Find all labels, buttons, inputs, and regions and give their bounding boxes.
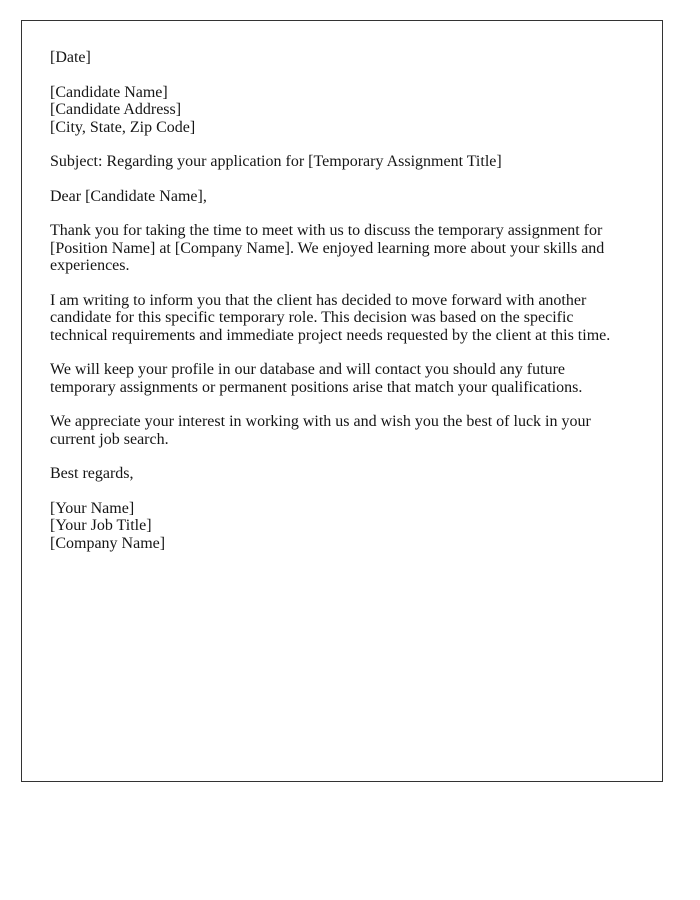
letter-content xyxy=(50,49,612,552)
closing-line: Best regards, xyxy=(50,465,134,482)
recipient-city-state-zip: [City, State, Zip Code] xyxy=(50,118,196,136)
signature-company: [Company Name] xyxy=(50,534,166,552)
body-paragraph-3: We will keep your profile in our database and will contact you should any future temporary assignments or permanent positions arise that match your qualifications. xyxy=(50,361,583,396)
recipient-address-block xyxy=(50,84,612,137)
recipient-address: [Candidate Address] xyxy=(50,101,182,118)
body-paragraph-4: We appreciate your interest in working with us and wish you the best of luck in your current job search. xyxy=(50,413,591,448)
salutation: Dear [Candidate Name], xyxy=(50,187,207,205)
signature-block xyxy=(50,500,612,553)
letter-page xyxy=(21,20,663,782)
date-placeholder: [Date] xyxy=(50,49,91,66)
body-paragraph-2: I am writing to inform you that the client has decided to move forward with another candidate for this specific temporary role. This decision was based on the specific technical requirements and immediate project needs requested by the client at this time. xyxy=(50,291,611,344)
subject-line: Subject: Regarding your application for [Temporary Assignment Title] xyxy=(50,153,502,170)
body-paragraph-1: Thank you for taking the time to meet with us to discuss the temporary assignment for [Position Name] at [Company Name]. We enjoyed learning more about your skills and experiences. xyxy=(50,222,605,274)
signature-job-title: [Your Job Title] xyxy=(50,517,152,534)
signature-name: [Your Name] xyxy=(50,499,135,517)
recipient-name: [Candidate Name] xyxy=(50,83,168,101)
date-line xyxy=(50,49,612,67)
